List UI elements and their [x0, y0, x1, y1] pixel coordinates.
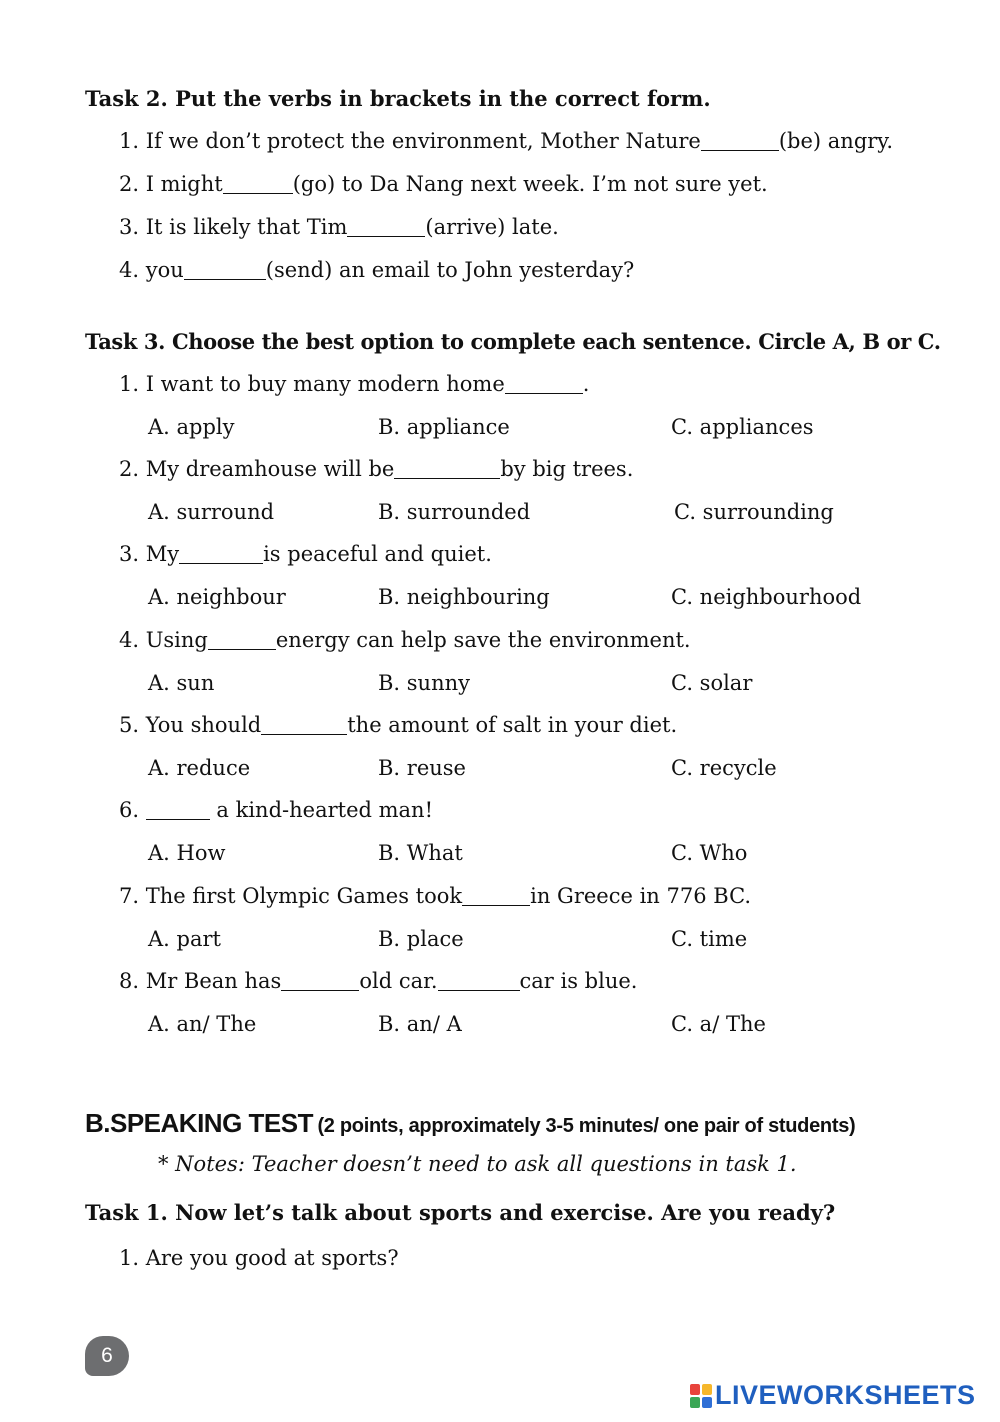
option-c[interactable]: C. a/ The: [671, 1012, 766, 1036]
option-b[interactable]: B. an/ A: [378, 1012, 462, 1036]
task2-item-2: 2. I might (go) to Da Nang next week. I’m not sure yet.: [119, 172, 768, 196]
answer-blank[interactable]: [281, 969, 359, 991]
task2-item-4: 4. you (send) an email to John yesterday?: [119, 258, 635, 282]
answer-blank[interactable]: [261, 713, 347, 735]
task3-question-1: 1. I want to buy many modern home .: [119, 372, 590, 396]
task3-question-6: 6. a kind-hearted man!: [119, 798, 434, 822]
task3-question-8: 8. Mr Bean has old car. car is blue.: [119, 969, 638, 993]
option-a[interactable]: A. part: [148, 927, 221, 951]
answer-blank[interactable]: [505, 372, 583, 394]
task2-title: Task 2. Put the verbs in brackets in the correct form.: [85, 86, 711, 111]
option-c[interactable]: C. surrounding: [674, 500, 834, 524]
option-a[interactable]: A. sun: [148, 671, 215, 695]
option-c[interactable]: C. Who: [671, 841, 748, 865]
option-c[interactable]: C. solar: [671, 671, 753, 695]
liveworksheets-logo: [690, 1380, 976, 1411]
option-c[interactable]: C. time: [671, 927, 748, 951]
task3-question-2: 2. My dreamhouse will be by big trees.: [119, 457, 634, 481]
task2-item-1: 1. If we don’t protect the environment, Mother Nature (be) angry.: [119, 129, 894, 153]
answer-blank[interactable]: [146, 798, 210, 820]
option-a[interactable]: A. apply: [148, 415, 235, 439]
option-a[interactable]: A. reduce: [148, 756, 251, 780]
option-b[interactable]: B. sunny: [378, 671, 470, 695]
option-b[interactable]: B. neighbouring: [378, 585, 550, 609]
option-c[interactable]: C. recycle: [671, 756, 777, 780]
page-number: 6: [85, 1336, 129, 1376]
section-heading: B.SPEAKING TEST (2 points, approximately 3-5 minutes/ one pair of students): [85, 1108, 856, 1138]
brand-name: LIVEWORKSHEETS: [715, 1380, 976, 1410]
option-b[interactable]: B. surrounded: [378, 500, 531, 524]
option-a[interactable]: A. How: [148, 841, 226, 865]
answer-blank[interactable]: [394, 457, 500, 479]
option-c[interactable]: C. neighbourhood: [671, 585, 862, 609]
option-c[interactable]: C. appliances: [671, 415, 814, 439]
task3-question-7: 7. The first Olympic Games took in Greece in 776 BC.: [119, 884, 752, 908]
speaking-question-1: 1. Are you good at sports?: [119, 1246, 399, 1270]
answer-blank[interactable]: [184, 258, 266, 280]
answer-blank[interactable]: [347, 215, 425, 237]
task3-title: Task 3. Choose the best option to complete each sentence. Circle A, B or C.: [85, 329, 941, 354]
option-b[interactable]: B. What: [378, 841, 463, 865]
answer-blank[interactable]: [179, 542, 263, 564]
answer-blank[interactable]: [462, 884, 530, 906]
answer-blank[interactable]: [223, 172, 293, 194]
answer-blank[interactable]: [208, 628, 276, 650]
option-a[interactable]: A. an/ The: [148, 1012, 257, 1036]
task3-question-5: 5. You should the amount of salt in your diet.: [119, 713, 678, 737]
task3-question-4: 4. Using energy can help save the environment.: [119, 628, 691, 652]
task2-item-3: 3. It is likely that Tim (arrive) late.: [119, 215, 559, 239]
option-a[interactable]: A. neighbour: [148, 585, 286, 609]
speaking-task1-title: Task 1. Now let’s talk about sports and exercise. Are you ready?: [85, 1200, 836, 1225]
answer-blank[interactable]: [701, 129, 779, 151]
option-b[interactable]: B. reuse: [378, 756, 466, 780]
task3-question-3: 3. My is peaceful and quiet.: [119, 542, 492, 566]
option-a[interactable]: A. surround: [148, 500, 275, 524]
liveworksheets-logo-icon: [690, 1384, 712, 1408]
option-b[interactable]: B. place: [378, 927, 464, 951]
option-b[interactable]: B. appliance: [378, 415, 510, 439]
answer-blank[interactable]: [438, 969, 520, 991]
teacher-note: * Notes: Teacher doesn’t need to ask all questions in task 1.: [158, 1152, 797, 1176]
